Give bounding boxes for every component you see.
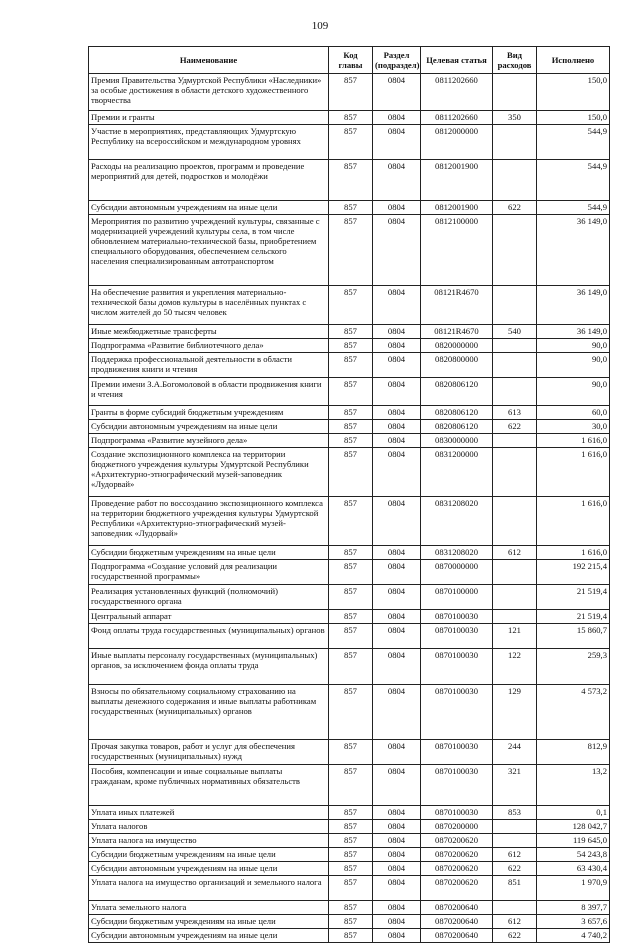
cell-item: 0870100000 — [421, 585, 493, 610]
cell-type — [493, 160, 537, 201]
cell-type: 612 — [493, 546, 537, 560]
cell-executed: 544,9 — [537, 201, 610, 215]
cell-code: 857 — [329, 353, 373, 378]
cell-executed: 150,0 — [537, 111, 610, 125]
cell-section: 0804 — [373, 740, 421, 765]
cell-item: 0870200640 — [421, 929, 493, 943]
cell-executed: 90,0 — [537, 353, 610, 378]
cell-type — [493, 610, 537, 624]
cell-item: 0870200620 — [421, 862, 493, 876]
cell-item: 0870100030 — [421, 740, 493, 765]
table-row — [89, 74, 610, 111]
cell-type — [493, 448, 537, 497]
table-row — [89, 215, 610, 286]
cell-executed: 36 149,0 — [537, 215, 610, 286]
cell-executed: 13,2 — [537, 765, 610, 806]
cell-type: 612 — [493, 848, 537, 862]
cell-section: 0804 — [373, 585, 421, 610]
cell-code: 857 — [329, 325, 373, 339]
cell-name: Субсидии автономным учреждениям на иные цели — [89, 420, 329, 434]
cell-name: Гранты в форме субсидий бюджетным учреждениям — [89, 406, 329, 420]
table-body — [89, 74, 610, 943]
cell-code: 857 — [329, 649, 373, 685]
cell-type — [493, 125, 537, 160]
cell-executed: 63 430,4 — [537, 862, 610, 876]
cell-section: 0804 — [373, 497, 421, 546]
cell-name: Взносы по обязательному социальному страхованию на выплаты денежного содержания и иные выплаты работникам государственных (муниципальных) органов — [89, 685, 329, 740]
cell-code: 857 — [329, 286, 373, 325]
cell-code: 857 — [329, 929, 373, 943]
table-row — [89, 434, 610, 448]
cell-item: 0870100030 — [421, 610, 493, 624]
cell-section: 0804 — [373, 201, 421, 215]
table-row — [89, 901, 610, 915]
cell-section: 0804 — [373, 834, 421, 848]
table-row — [89, 560, 610, 585]
cell-code: 857 — [329, 610, 373, 624]
cell-name: Субсидии бюджетным учреждениям на иные цели — [89, 546, 329, 560]
cell-item: 0870100030 — [421, 624, 493, 649]
cell-section: 0804 — [373, 862, 421, 876]
cell-section: 0804 — [373, 420, 421, 434]
cell-name: Участие в мероприятиях, представляющих Удмуртскую Республику на всероссийском и международном уровнях — [89, 125, 329, 160]
table-row — [89, 406, 610, 420]
cell-code: 857 — [329, 848, 373, 862]
cell-code: 857 — [329, 806, 373, 820]
table-row — [89, 420, 610, 434]
cell-type — [493, 353, 537, 378]
cell-item: 0811202660 — [421, 74, 493, 111]
cell-name: Прочая закупка товаров, работ и услуг для обеспечения государственных (муниципальных) нужд — [89, 740, 329, 765]
cell-section: 0804 — [373, 649, 421, 685]
header-item: Целевая статья — [421, 47, 493, 74]
cell-type: 613 — [493, 406, 537, 420]
cell-item: 0812100000 — [421, 215, 493, 286]
cell-section: 0804 — [373, 560, 421, 585]
cell-type — [493, 834, 537, 848]
cell-executed: 30,0 — [537, 420, 610, 434]
cell-executed: 544,9 — [537, 160, 610, 201]
cell-item: 0812000000 — [421, 125, 493, 160]
cell-name: Фонд оплаты труда государственных (муниципальных) органов — [89, 624, 329, 649]
cell-name: Иные выплаты персоналу государственных (муниципальных) органов, за исключением фонда оплаты труда — [89, 649, 329, 685]
cell-executed: 4 740,2 — [537, 929, 610, 943]
table-row — [89, 339, 610, 353]
cell-section: 0804 — [373, 339, 421, 353]
cell-executed: 128 042,7 — [537, 820, 610, 834]
cell-name: Премия Правительства Удмуртской Республики «Наследники» за особые достижения в области детского художественного творчества — [89, 74, 329, 111]
cell-section: 0804 — [373, 378, 421, 406]
cell-type: 129 — [493, 685, 537, 740]
table-row — [89, 610, 610, 624]
cell-section: 0804 — [373, 353, 421, 378]
cell-code: 857 — [329, 125, 373, 160]
cell-item: 0820806120 — [421, 420, 493, 434]
cell-executed: 1 616,0 — [537, 546, 610, 560]
cell-section: 0804 — [373, 806, 421, 820]
cell-name: Субсидии автономным учреждениям на иные цели — [89, 201, 329, 215]
cell-section: 0804 — [373, 929, 421, 943]
table-row — [89, 876, 610, 901]
header-code: Код главы — [329, 47, 373, 74]
cell-code: 857 — [329, 862, 373, 876]
cell-section: 0804 — [373, 685, 421, 740]
cell-type: 612 — [493, 915, 537, 929]
cell-item: 0831208020 — [421, 546, 493, 560]
cell-section: 0804 — [373, 876, 421, 901]
cell-section: 0804 — [373, 820, 421, 834]
cell-executed: 812,9 — [537, 740, 610, 765]
cell-name: Уплата земельного налога — [89, 901, 329, 915]
cell-type — [493, 74, 537, 111]
cell-name: Уплата налога на имущество организаций и земельного налога — [89, 876, 329, 901]
cell-item: 0820806120 — [421, 378, 493, 406]
cell-section: 0804 — [373, 448, 421, 497]
cell-name: Подпрограмма «Создание условий для реализации государственной программы» — [89, 560, 329, 585]
cell-code: 857 — [329, 834, 373, 848]
cell-type: 853 — [493, 806, 537, 820]
table-row — [89, 585, 610, 610]
cell-section: 0804 — [373, 624, 421, 649]
cell-executed: 15 860,7 — [537, 624, 610, 649]
cell-code: 857 — [329, 820, 373, 834]
cell-section: 0804 — [373, 215, 421, 286]
cell-type: 540 — [493, 325, 537, 339]
cell-type — [493, 497, 537, 546]
cell-section: 0804 — [373, 546, 421, 560]
cell-executed: 90,0 — [537, 378, 610, 406]
table-row — [89, 378, 610, 406]
cell-code: 857 — [329, 740, 373, 765]
cell-name: Центральный аппарат — [89, 610, 329, 624]
cell-item: 0820800000 — [421, 353, 493, 378]
cell-section: 0804 — [373, 406, 421, 420]
table-row — [89, 201, 610, 215]
cell-type: 321 — [493, 765, 537, 806]
cell-type: 622 — [493, 862, 537, 876]
cell-executed: 8 397,7 — [537, 901, 610, 915]
cell-name: Уплата иных платежей — [89, 806, 329, 820]
cell-name: Проведение работ по воссозданию экспозиционного комплекса на территории бюджетного учреждения культуры Удмуртской Республики «Архитектурно-этнографический музей-заповедник «Лудорвай» — [89, 497, 329, 546]
table-row — [89, 740, 610, 765]
cell-code: 857 — [329, 546, 373, 560]
cell-item: 0870100030 — [421, 765, 493, 806]
table-row — [89, 820, 610, 834]
table-row — [89, 915, 610, 929]
cell-name: Премии имени З.А.Богомоловой в области продвижения книги и чтения — [89, 378, 329, 406]
table-row — [89, 546, 610, 560]
cell-type: 350 — [493, 111, 537, 125]
cell-type — [493, 820, 537, 834]
cell-name: Мероприятия по развитию учреждений культуры, связанные с модернизацией учреждений культуры села, в том числе обновлением материально-технической базы, приобретением специального оборудования, обеспечением сельского населения специализированным автотранспортом — [89, 215, 329, 286]
cell-executed: 36 149,0 — [537, 286, 610, 325]
table-row — [89, 649, 610, 685]
cell-executed: 36 149,0 — [537, 325, 610, 339]
cell-type — [493, 585, 537, 610]
cell-type — [493, 434, 537, 448]
cell-item: 0820000000 — [421, 339, 493, 353]
cell-name: Уплата налогов — [89, 820, 329, 834]
cell-executed: 21 519,4 — [537, 610, 610, 624]
cell-name: Субсидии бюджетным учреждениям на иные цели — [89, 915, 329, 929]
cell-section: 0804 — [373, 901, 421, 915]
cell-executed: 1 616,0 — [537, 497, 610, 546]
header-name: Наименование — [89, 47, 329, 74]
cell-item: 0870200620 — [421, 876, 493, 901]
cell-name: Поддержка профессиональной деятельности в области продвижения книги и чтения — [89, 353, 329, 378]
cell-name: Премии и гранты — [89, 111, 329, 125]
cell-code: 857 — [329, 160, 373, 201]
cell-item: 08121R4670 — [421, 286, 493, 325]
table-row — [89, 125, 610, 160]
cell-item: 0831208020 — [421, 497, 493, 546]
cell-section: 0804 — [373, 286, 421, 325]
cell-section: 0804 — [373, 325, 421, 339]
cell-type — [493, 560, 537, 585]
cell-executed: 21 519,4 — [537, 585, 610, 610]
cell-type: 244 — [493, 740, 537, 765]
cell-executed: 54 243,8 — [537, 848, 610, 862]
table-row — [89, 685, 610, 740]
cell-executed: 90,0 — [537, 339, 610, 353]
cell-executed: 3 657,6 — [537, 915, 610, 929]
cell-code: 857 — [329, 685, 373, 740]
cell-item: 0811202660 — [421, 111, 493, 125]
cell-item: 0820806120 — [421, 406, 493, 420]
cell-code: 857 — [329, 448, 373, 497]
cell-item: 0870200000 — [421, 820, 493, 834]
cell-name: Реализация установленных функций (полномочий) государственного органа — [89, 585, 329, 610]
cell-section: 0804 — [373, 848, 421, 862]
cell-executed: 60,0 — [537, 406, 610, 420]
cell-executed: 544,9 — [537, 125, 610, 160]
table-row — [89, 848, 610, 862]
cell-type: 851 — [493, 876, 537, 901]
cell-executed: 259,3 — [537, 649, 610, 685]
header-section: Раздел (подраздел) — [373, 47, 421, 74]
cell-section: 0804 — [373, 160, 421, 201]
table-row — [89, 448, 610, 497]
table-row — [89, 765, 610, 806]
table-row — [89, 325, 610, 339]
cell-item: 0812001900 — [421, 160, 493, 201]
cell-item: 0870100030 — [421, 806, 493, 820]
cell-item: 0870200620 — [421, 848, 493, 862]
cell-code: 857 — [329, 201, 373, 215]
cell-code: 857 — [329, 434, 373, 448]
cell-section: 0804 — [373, 434, 421, 448]
cell-name: Субсидии автономным учреждениям на иные цели — [89, 862, 329, 876]
cell-code: 857 — [329, 215, 373, 286]
cell-item: 0812001900 — [421, 201, 493, 215]
cell-item: 0870200620 — [421, 834, 493, 848]
cell-name: Субсидии автономным учреждениям на иные цели — [89, 929, 329, 943]
page-number: 109 — [311, 20, 329, 32]
cell-type: 622 — [493, 929, 537, 943]
cell-section: 0804 — [373, 111, 421, 125]
cell-executed: 1 616,0 — [537, 448, 610, 497]
cell-type — [493, 286, 537, 325]
cell-code: 857 — [329, 876, 373, 901]
cell-name: Пособия, компенсации и иные социальные выплаты гражданам, кроме публичных нормативных обязательств — [89, 765, 329, 806]
cell-item: 0870000000 — [421, 560, 493, 585]
cell-code: 857 — [329, 406, 373, 420]
cell-executed: 4 573,2 — [537, 685, 610, 740]
cell-code: 857 — [329, 901, 373, 915]
cell-item: 0870100030 — [421, 649, 493, 685]
table-row — [89, 834, 610, 848]
cell-code: 857 — [329, 497, 373, 546]
cell-type: 121 — [493, 624, 537, 649]
cell-executed: 119 645,0 — [537, 834, 610, 848]
table-row — [89, 806, 610, 820]
cell-code: 857 — [329, 560, 373, 585]
table-row — [89, 160, 610, 201]
cell-code: 857 — [329, 624, 373, 649]
cell-section: 0804 — [373, 610, 421, 624]
cell-executed: 0,1 — [537, 806, 610, 820]
cell-name: Подпрограмма «Развитие библиотечного дела» — [89, 339, 329, 353]
cell-section: 0804 — [373, 74, 421, 111]
cell-name: Иные межбюджетные трансферты — [89, 325, 329, 339]
cell-code: 857 — [329, 915, 373, 929]
cell-type — [493, 901, 537, 915]
header-executed: Исполнено — [537, 47, 610, 74]
table-row — [89, 497, 610, 546]
table-row — [89, 624, 610, 649]
cell-code: 857 — [329, 765, 373, 806]
cell-executed: 1 616,0 — [537, 434, 610, 448]
cell-type — [493, 339, 537, 353]
cell-name: На обеспечение развития и укрепления материально-технической базы домов культуры в населённых пунктах с числом жителей до 50 тысяч человек — [89, 286, 329, 325]
cell-item: 0870200640 — [421, 901, 493, 915]
cell-section: 0804 — [373, 765, 421, 806]
budget-table — [88, 46, 610, 943]
cell-code: 857 — [329, 420, 373, 434]
cell-section: 0804 — [373, 125, 421, 160]
cell-executed: 1 970,9 — [537, 876, 610, 901]
cell-type — [493, 378, 537, 406]
cell-section: 0804 — [373, 915, 421, 929]
cell-item: 0870100030 — [421, 685, 493, 740]
cell-name: Расходы на реализацию проектов, программ и проведение мероприятий для детей, подростков и молодёжи — [89, 160, 329, 201]
cell-name: Уплата налога на имущество — [89, 834, 329, 848]
cell-code: 857 — [329, 74, 373, 111]
cell-type: 622 — [493, 420, 537, 434]
table-row — [89, 286, 610, 325]
cell-item: 0870200640 — [421, 915, 493, 929]
table-row — [89, 929, 610, 943]
cell-code: 857 — [329, 585, 373, 610]
table-header-row — [89, 47, 610, 74]
table-row — [89, 111, 610, 125]
cell-type: 122 — [493, 649, 537, 685]
cell-code: 857 — [329, 339, 373, 353]
cell-executed: 192 215,4 — [537, 560, 610, 585]
header-type: Вид расходов — [493, 47, 537, 74]
cell-item: 0831200000 — [421, 448, 493, 497]
cell-name: Субсидии бюджетным учреждениям на иные цели — [89, 848, 329, 862]
cell-item: 0830000000 — [421, 434, 493, 448]
cell-code: 857 — [329, 111, 373, 125]
cell-item: 08121R4670 — [421, 325, 493, 339]
table-row — [89, 353, 610, 378]
cell-code: 857 — [329, 378, 373, 406]
cell-type — [493, 215, 537, 286]
cell-name: Создание экспозиционного комплекса на территории бюджетного учреждения культуры Удмуртской Республики «Архитектурно-этнографический музей-заповедник «Лудорвай» — [89, 448, 329, 497]
cell-executed: 150,0 — [537, 74, 610, 111]
cell-type: 622 — [493, 201, 537, 215]
cell-name: Подпрограмма «Развитие музейного дела» — [89, 434, 329, 448]
table-row — [89, 862, 610, 876]
